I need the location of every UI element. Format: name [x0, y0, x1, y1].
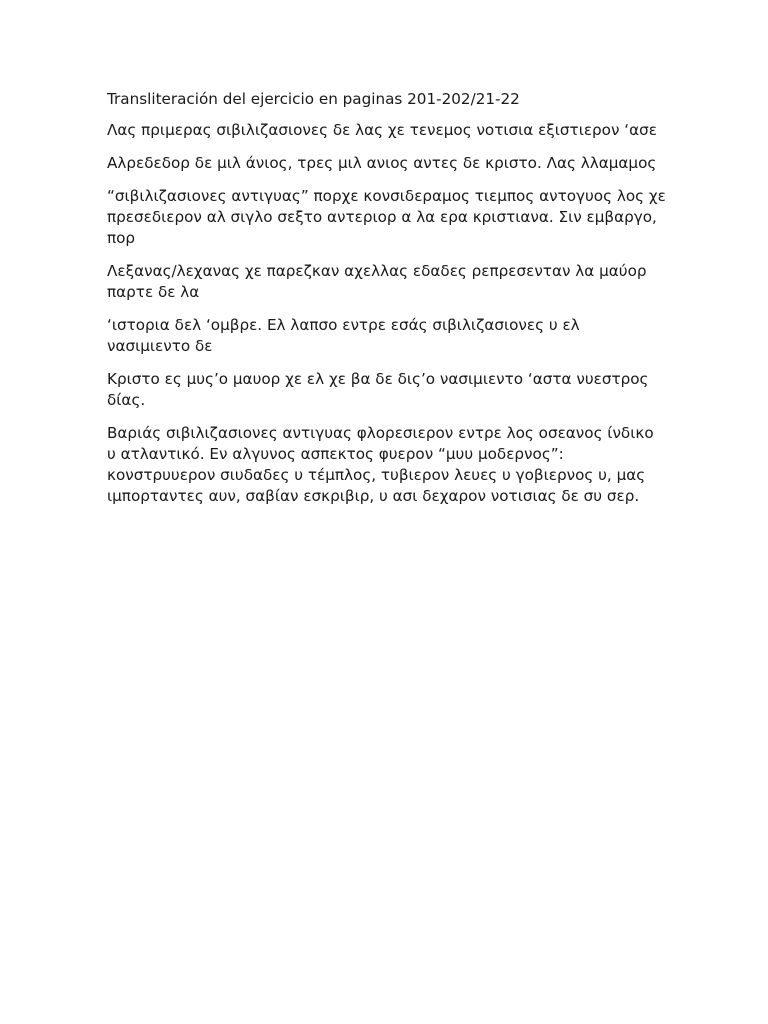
paragraph-5: ‘ιστορια δελ ‘ομβρε. Ελ λαπσο εντρε εσάς σιβιλιζασιονες υ ελ νασιμιεντο δε — [107, 316, 580, 355]
document-title: Transliteración del ejercicio en paginas 201-202/21-22 — [107, 90, 520, 108]
paragraph-1: Λας πριμερας σιβιλιζασιονες δε λας χε τενεμος νοτισια εξιστιερον ‘ασε — [107, 121, 657, 139]
paragraph-3: “σιβιλιζασιονες αντιγυας” πορχε κονσιδεραμος τιεμπος αντογυος λος χε πρεσεδιερον αλ σιγλο σεξτο αντεριορ α λα ερα κριστιανα. Σιν εμβαργο, πορ — [107, 187, 666, 247]
paragraph-7: Βαριάς σιβιλιζασιονες αντιγυας φλορεσιερον εντρε λος οσεανος ίνδικο υ ατλαντικό. Εν αλγυνος ασπεκτος φυερον “μυυ μοδερνος”: κονστρυυερον σιυδαδες υ τέμπλος, τυβιερον λευες υ γοβιερνος υ, μας ιμπορταντες αυν, σαβίαν εσκριβιρ, υ ασι δεχαρον νοτισιας δε συ σερ. — [107, 424, 654, 505]
paragraph-2: Αλρεδεδορ δε μιλ άνιος, τρες μιλ ανιος αντες δε κριστο. Λας λλαμαμος — [107, 154, 657, 172]
document-page — [107, 89, 667, 519]
paragraph-6: Κριστο ες μυς’ο μαυορ χε ελ χε βα δε δις’ο νασιμιεντο ‘αστα νυεστρος δίας. — [107, 370, 649, 409]
paragraph-4: Λεξανας/λεχανας χε παρεζκαν αχελλας εδαδες ρεπρεσενταν λα μαύορ παρτε δε λα — [107, 262, 647, 301]
